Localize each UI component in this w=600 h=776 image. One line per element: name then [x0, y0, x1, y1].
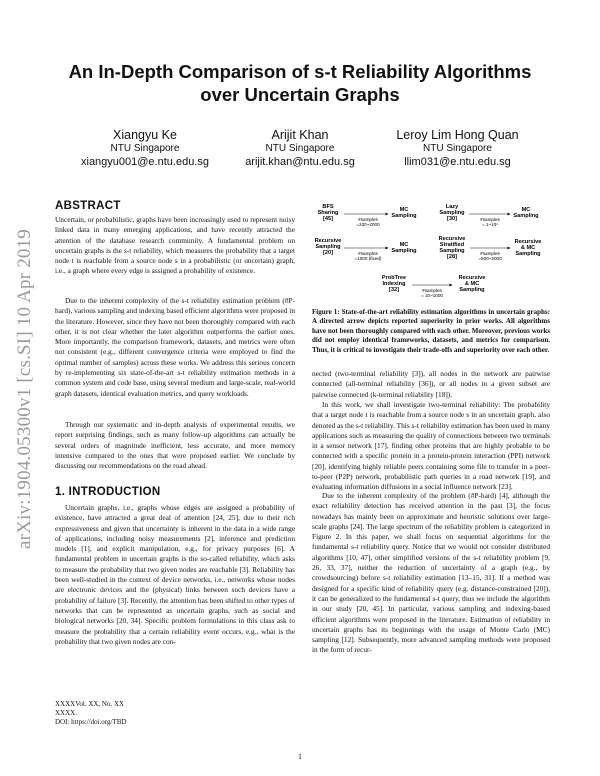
svg-text:Recursive: Recursive: [438, 236, 466, 242]
node-recursive-stratified-sampling: [439, 236, 466, 260]
author-block-2: [235, 128, 365, 170]
abstract-paragraph-1: Uncertain, or probabilistic, graphs have been increasingly used to represent noisy linked data in many emerging applications, and have recently attracted the attention of the database research community. A fundamental problem on uncertain graphs is the s-t reliability, which measures the probability that a target node t is reachable from a source node s in a probabilistic (or uncertain) graph, i.e., a graph where every edge is assigned a probability of existence.: [55, 215, 295, 276]
footer-line: DOI: https://doi.org/TBD: [55, 718, 127, 726]
abstract-paragraph-3: Through our systematic and in-depth analysis of experimental results, we report surprising findings, such as many follow-up algorithms can actually be several orders of magnitude inefficient, less accurate, and more memory intensive compared to the ones that were proposed earlier. We conclude by discussing our recommendations on the road ahead.: [55, 420, 295, 471]
svg-text:Recursive: Recursive: [514, 239, 542, 245]
svg-text:Recursive: Recursive: [314, 238, 342, 244]
svg-text:[45]: [45]: [323, 216, 333, 222]
svg-text:#samples: #samples: [480, 217, 500, 222]
edge-label-1: [356, 217, 380, 227]
svg-text:Sampling: Sampling: [391, 248, 417, 254]
svg-text:Sampling: Sampling: [439, 248, 465, 254]
author-affiliation: NTU Singapore: [265, 143, 335, 154]
author-name: Arijit Khan: [271, 128, 329, 142]
svg-text:Lazy: Lazy: [445, 204, 459, 210]
svg-text:ProbTree: ProbTree: [381, 275, 407, 281]
author-affiliation: NTU Singapore: [110, 143, 180, 154]
node-recursive-mc-sampling-2: [459, 275, 486, 293]
svg-text:Sampling: Sampling: [513, 213, 539, 219]
svg-text:Sampling: Sampling: [439, 210, 465, 216]
footer-line: XXXXVol. XX, No. XX: [55, 700, 125, 708]
svg-text:[28]: [28]: [447, 254, 457, 260]
svg-text:Indexing: Indexing: [382, 281, 406, 287]
abstract-heading: ABSTRACT: [55, 200, 121, 212]
author-block-1: [75, 128, 215, 170]
introduction-heading: 1. INTRODUCTION: [55, 486, 161, 498]
footer-line: XXXX.: [55, 709, 77, 717]
node-lazy-sampling: [439, 204, 465, 222]
svg-text:Sharing: Sharing: [317, 210, 339, 216]
svg-text:BFS: BFS: [322, 204, 334, 210]
svg-text:MC: MC: [399, 242, 409, 248]
svg-text:MC: MC: [521, 207, 531, 213]
figure-1-caption: [312, 308, 550, 355]
author-affiliation: NTU Singapore: [423, 143, 492, 154]
svg-text:#samples: #samples: [422, 288, 442, 293]
author-name: Xiangyu Ke: [113, 128, 177, 142]
node-probtree-indexing: [382, 275, 406, 293]
author-block-3: [375, 128, 540, 170]
figure-1-diagram: [312, 200, 550, 305]
node-bfs-sharing: [318, 204, 339, 222]
abstract-paragraph-2: Due to the inherent complexity of the s-t reliability estimation problem (#P-hard), various sampling and indexing based efficient algorithms were proposed in the literature. However, since they have not been thoroughly compared with each other, it is not clear whether the later algorithm outperforms the earlier ones. More importantly, the comparison framework, datasets, and metrics were often not consistent (e.g., different convergence criteria were employed to find the optimal number of samples) across these works. We address this serious concern by re-implementing six state-of-the-art s-t reliability estimation methods in a common system and code base, using several medium and large-scale, real-world graph datasets, identical evaluation metrics, and query workloads.: [55, 296, 295, 398]
svg-text:=500~2000: =500~2000: [478, 256, 502, 261]
svg-text:Sampling: Sampling: [515, 251, 541, 257]
svg-text:= 1~10⁴: = 1~10⁴: [481, 222, 499, 227]
title-line-2: over Uncertain Graphs: [200, 84, 400, 105]
edge-label-5: [421, 288, 443, 298]
introduction-paragraph-1: Uncertain graphs, i.e., graphs whose edges are assigned a probability of existence, have attracted a great deal of attention [24, 25], due to their rich expressiveness and given that uncertainty is inherent in the data in a wide range of applications, including noisy measurements [2], inference and prediction models [1], and explicit manipulation, e.g., for privacy purposes [6]. A fundamental problem in uncertain graphs is the so-called reliability, which asks to measure the probability that two given nodes are reachable [3]. Reliability has been well-studied in the context of device networks, i.e., networks whose nodes are electronic devices and the (physical) links between such devices have a probability of failure [3]. Recently, the attention has been shifted to other types of networks that can be represented as uncertain graphs, such as social and biological networks [20, 34]. Specific problem formulations in this class ask to measure the probability that a certain reliability event occurs, e.g., what is the probability that two given nodes are con-: [55, 503, 295, 646]
svg-text:Stratified: Stratified: [439, 242, 465, 248]
right-paragraph-2: In this work, we shall investigate two-terminal reliability: The probability that a target node t is reachable from a source node s in an uncertain graph, also denoted as the s-t reliability. This s-t reliability estimation has been used in many applications such as measuring the quality of connections between two terminals in a sensor network [17], finding other proteins that are highly probable to be connected with a specific protein in a protein-protein interaction (PPI) network [20], identifying highly reliable peers containing some file to transfer in a peer-to-peer (P2P) network, probabilistic path queries in a road network [19], and evaluating information diffusions in a social influence network [23].: [312, 400, 551, 492]
right-paragraph-1: nected (two-terminal reliability [3]), all nodes in the network are pairwise connected (all-terminal reliability [36]), or all nodes in a given subset are pairwise connected (k-terminal reliability [18]).: [312, 369, 550, 399]
svg-text:Sampling: Sampling: [459, 287, 485, 293]
author-name: Leroy Lim Hong Quan: [396, 128, 519, 142]
right-paragraph-3: Due to the inherent complexity of the problem (#P-hard) [4], although the exact reliability detection has received attention in the past [3], the focus nowadays has mainly been on approximate and heuristic solutions over large-scale graphs [24]. The large spectrum of the reliability problem is categorized in Figure 2. In this paper, we shall focus on sequential algorithms for the fundamental s-t reliability query. Notice that we would not consider distributed algorithms [10, 47], other simplified versions of the s-t reliability problem [9, 26, 33, 37], neither the reduction of uncertainty of a graph (e.g., by crowdsourcing) before s-t reliability estimation [13–15, 31]. If a method was designed for a specific kind of reliability query (e.g. distance-constrained [20]), it can be generalized to the fundamental s-t query, thus we include the algorithm in our study [20, 45]. In particular, various sampling and indexing-based efficient algorithms were proposed in the literature. Estimation of reliability in uncertain graphs has its beginnings with the usage of Monte Carlo (MC) sampling [12]. Subsequently, more advanced sampling methods were proposed in the form of recur-: [312, 491, 550, 655]
author-email: arijit.khan@ntu.edu.sg: [245, 156, 355, 168]
svg-text:=1000 (fixed): =1000 (fixed): [354, 256, 382, 261]
edge-label-4: [478, 251, 502, 261]
caption-text: Figure 1: State-of-the-art reliability estimation algorithms in uncertain graphs: A directed arrow depicts reported superiority in prior works. All algorithms have not been thoroughly compared with each other. Moreover, previous works did not employ identical frameworks, datasets, and metrics for comparison. Thus, it is critical to investigate their trade-offs and superiority over each other.: [312, 308, 550, 354]
node-recursive-sampling: [315, 238, 342, 256]
svg-text:#samples: #samples: [358, 217, 378, 222]
svg-text:Sampling: Sampling: [315, 244, 341, 250]
svg-text:=200~2000: =200~2000: [356, 222, 380, 227]
svg-text:Recursive: Recursive: [458, 275, 486, 281]
svg-text:[30]: [30]: [447, 216, 457, 222]
arxiv-stamp: arXiv:1904.05300v1 [cs.SI] 10 Apr 2019: [14, 229, 35, 550]
svg-text:MC: MC: [399, 207, 409, 213]
svg-text:[20]: [20]: [323, 250, 333, 256]
paper-title: [40, 60, 560, 106]
footer-note: [55, 700, 295, 727]
author-email: xiangyu001@e.ntu.edu.sg: [81, 156, 209, 168]
title-line-1: An In-Depth Comparison of s-t Reliability Algorithms: [68, 61, 532, 82]
page-number: 1: [298, 752, 302, 761]
svg-text:& MC: & MC: [464, 281, 480, 287]
edge-label-3: [480, 217, 500, 227]
svg-text:= 10~1000: = 10~1000: [421, 293, 443, 298]
node-mc-sampling-3: [513, 207, 539, 219]
svg-text:#samples: #samples: [358, 251, 378, 256]
node-mc-sampling-2: [391, 242, 417, 254]
author-email: llim031@e.ntu.edu.sg: [404, 156, 511, 168]
node-mc-sampling-1: [391, 207, 417, 219]
svg-text:& MC: & MC: [520, 245, 536, 251]
node-recursive-mc-sampling-1: [515, 239, 542, 257]
svg-text:#samples: #samples: [480, 251, 500, 256]
edge-label-2: [355, 251, 382, 261]
svg-text:Sampling: Sampling: [391, 213, 417, 219]
svg-text:[32]: [32]: [389, 287, 399, 293]
